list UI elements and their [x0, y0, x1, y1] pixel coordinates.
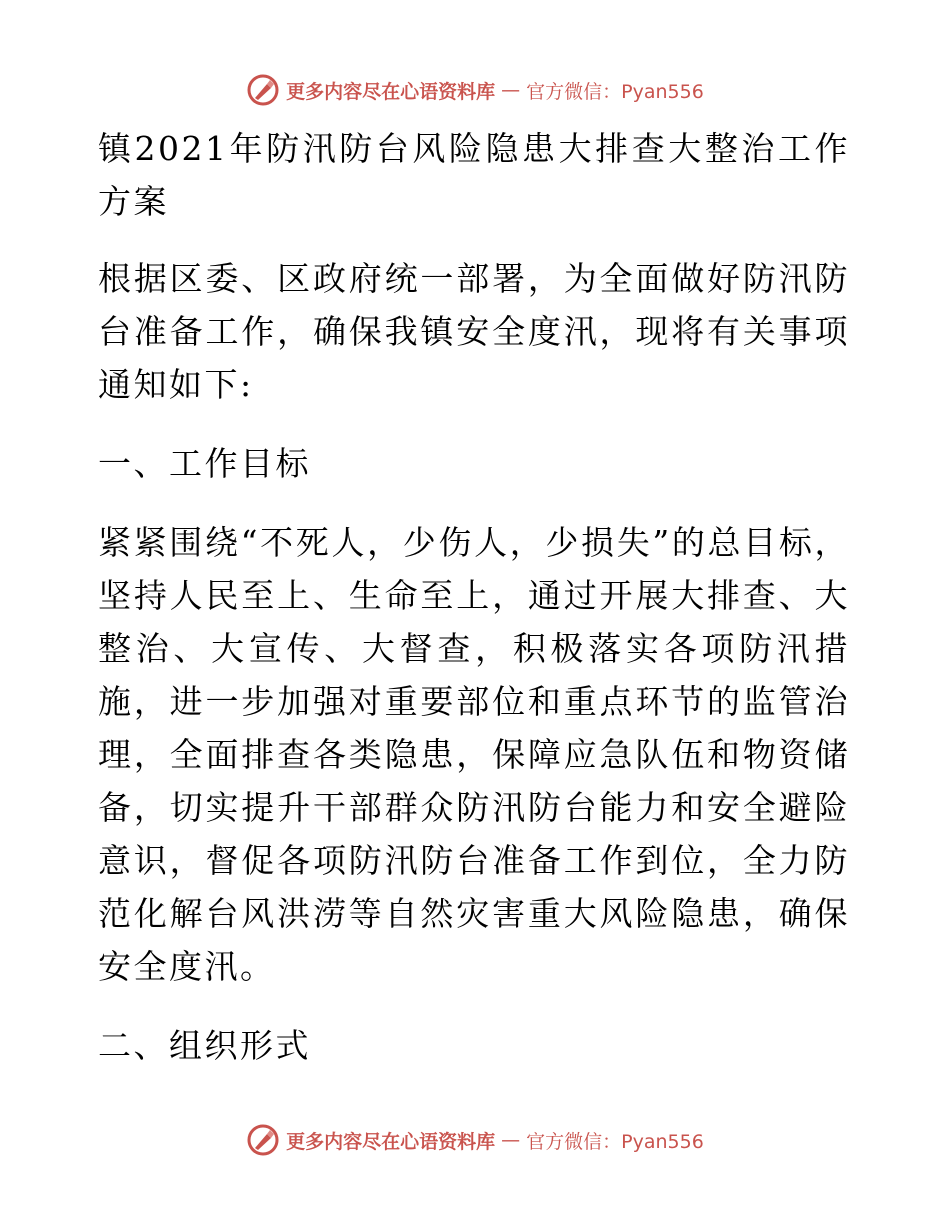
footer-watermark: [0, 1120, 950, 1160]
pen-nib-circle-icon: [246, 1123, 280, 1157]
watermark-text: 更多内容尽在心语资料库: [286, 1130, 496, 1153]
intro-paragraph: 根据区委、区政府统一部署，为全面做好防汛防台准备工作，确保我镇安全度汛，现将有关事项通知如下:: [98, 259, 850, 404]
watermark-contact: 官方微信：Pyan556: [526, 1130, 704, 1153]
watermark-contact: 官方微信：Pyan556: [526, 80, 704, 103]
pen-nib-circle-icon: [246, 73, 280, 107]
header-watermark: [0, 70, 950, 110]
document-title: 镇2021年防汛防台风险隐患大排查大整治工作方案: [98, 129, 850, 221]
section-heading-organization: 二、组织形式: [98, 1026, 311, 1065]
section-heading-goals: 一、工作目标: [98, 444, 311, 483]
document-body: [98, 122, 850, 1072]
watermark-dash: —: [501, 1129, 521, 1151]
watermark-dash: —: [501, 79, 521, 101]
section-body-goals: 紧紧围绕“不死人，少伤人，少损失”的总目标，坚持人民至上、生命至上，通过开展大排查、大整治、大宣传、大督查，积极落实各项防汛措施，进一步加强对重要部位和重点环节的监管治理，全面排查各类隐患，保障应急队伍和物资储备，切实提升干部群众防汛防台能力和安全避险意识，督促各项防汛防台准备工作到位，全力防范化解台风洪涝等自然灾害重大风险隐患，确保安全度汛。: [98, 523, 850, 986]
watermark-text: 更多内容尽在心语资料库: [286, 80, 496, 103]
